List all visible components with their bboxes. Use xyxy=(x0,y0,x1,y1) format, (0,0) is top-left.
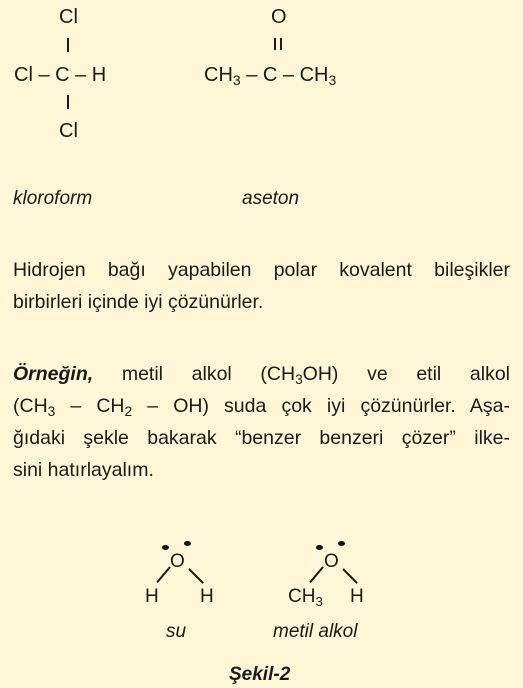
chloroform-bottom-cl: Cl xyxy=(59,120,78,142)
methanol-lone-pair-right xyxy=(338,541,345,546)
paragraph1-line2: birbirleri içinde iyi çözünürler. xyxy=(13,291,264,313)
water-lone-pair-left xyxy=(162,545,169,550)
paragraph2-line2: $(CH_3 - CH_2 - OH)$ suda çok iyi çözünürler. Aşa- xyxy=(13,395,510,419)
chloroform-top-cl: Cl xyxy=(59,6,78,28)
water-h-right: H xyxy=(200,586,214,607)
acetone-main-row: $CH_3$ – C – $CH_3$ xyxy=(204,64,337,88)
methanol-lone-pair-left xyxy=(316,545,323,550)
chloroform-top-bond xyxy=(67,38,69,52)
chloroform-bottom-bond xyxy=(67,95,69,109)
water-oxygen: O xyxy=(170,551,185,572)
paragraph2-line3: ğıdaki şekle bakarak “benzer benzeri çözer” ilke- xyxy=(13,427,510,449)
paragraph2-line4: sini hatırlayalım. xyxy=(13,459,154,481)
acetone-double-bond-a xyxy=(274,38,276,50)
water-caption: su xyxy=(166,621,187,642)
water-lone-pair-right xyxy=(184,541,191,546)
water-bond-right xyxy=(188,568,204,584)
paragraph-example xyxy=(13,358,510,486)
methanol-h-right: H xyxy=(350,586,364,607)
acetone-oxygen: O xyxy=(271,6,287,28)
acetone-double-bond-b xyxy=(280,38,282,50)
paragraph-hydrogen-bond xyxy=(13,254,510,318)
water-h-left: H xyxy=(145,586,159,607)
chloroform-caption: kloroform xyxy=(13,188,93,209)
chloroform-middle-row: Cl – C – H xyxy=(14,64,107,86)
methanol-caption: metil alkol xyxy=(273,621,358,642)
paragraph1-line1: Hidrojen bağı yapabilen polar kovalent bileşikler xyxy=(13,259,510,281)
paragraph2-line1: Örneğin, metil alkol $(CH_3OH)$ ve etil alkol xyxy=(13,363,511,387)
methanol-bond-left xyxy=(309,566,323,583)
methanol-oxygen: O xyxy=(324,551,339,572)
water-bond-left xyxy=(156,566,170,583)
methanol-bond-right xyxy=(342,568,358,584)
figure-caption: Şekil-2 xyxy=(229,664,291,685)
acetone-caption: aseton xyxy=(242,188,300,209)
example-keyword: Örneğin, xyxy=(13,363,94,385)
methanol-ch3: $CH_3$ xyxy=(288,586,323,609)
